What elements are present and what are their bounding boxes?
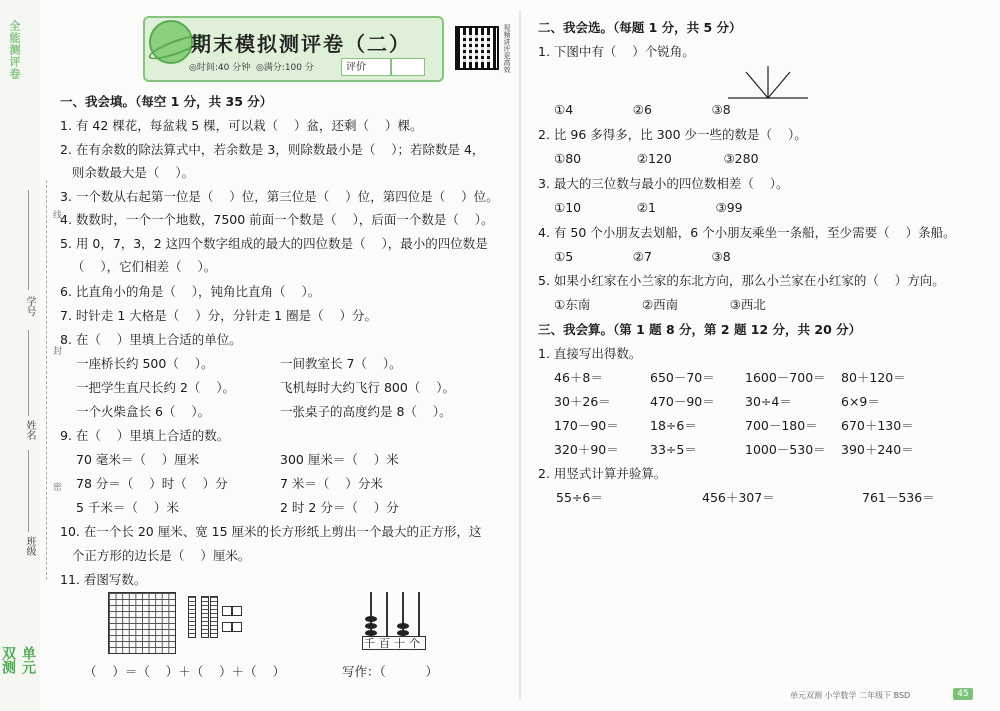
oral-calc-item[interactable]: 80＋120＝ [841,370,906,385]
question-6: 6. 比直角小的角是（ ），钝角比直角（ ）。 [60,284,321,299]
oral-calc-item[interactable]: 700－180＝ [745,418,818,433]
exam-title: 期末模拟测评卷（二） [191,32,411,56]
class-label: 班级 [24,536,35,556]
abacus-bead [365,623,377,629]
title-banner [143,16,444,82]
oral-calc-item[interactable]: 650－70＝ [650,370,715,385]
calc-2-heading: 2. 用竖式计算并验算。 [538,466,667,481]
q8-item-1: 一座桥长约 500（ ）。 [76,356,214,371]
oral-calc-item[interactable]: 30＋26＝ [554,394,611,409]
exam-time-score [189,60,314,73]
angle-figure [728,64,808,102]
oral-calc-item[interactable]: 6×9＝ [841,394,880,409]
exam-time: ◎时间:40 分钟 [189,63,251,73]
exam-score: ◎满分:100 分 [255,63,314,73]
unit-cube [232,622,242,632]
spine [0,0,40,711]
vertical-calc-2[interactable]: 456＋307＝ [702,490,775,505]
oral-calc-item[interactable]: 170－90＝ [554,418,619,433]
student-id-line[interactable] [28,190,29,290]
question-10b: 个正方形的边长是（ ）厘米。 [60,548,251,563]
page-divider [519,10,521,700]
q11-write: 写作：（ ） [342,664,438,679]
q8-item-3: 一把学生直尺长约 2（ ）。 [76,380,236,395]
question-1: 1. 有 42 棵花，每盆栽 5 棵，可以栽（ ）盆，还剩（ ）棵。 [60,118,423,133]
abacus-rod [418,592,420,636]
q9-item-3: 78 分＝（ ）时（ ）分 [76,476,228,491]
q9-item-2: 300 厘米＝（ ）米 [280,452,399,467]
footer-text: 单元双测 小学数学 二年级下 BSD [790,691,911,700]
ten-rod [201,596,209,638]
question-3: 3. 一个数从右起第一位是（ ）位，第三位是（ ）位，第四位是（ ）位。 [60,189,499,204]
section-3-heading: 三、我会算。（第 1 题 8 分，第 2 题 12 分，共 20 分） [538,322,862,337]
ten-rod [188,596,196,638]
question-5b: （ ），它们相差（ ）。 [60,259,217,274]
question-7: 7. 时针走 1 大格是（ ）分，分针走 1 圈是（ ）分。 [60,308,377,323]
oral-calc-item[interactable]: 1000－530＝ [745,442,826,457]
question-4: 4. 数数时，一个一个地数，7500 前面一个数是（ ），后面一个数是（ ）。 [60,212,494,227]
choice-4-options[interactable]: ①5 ②7 ③8 [554,249,731,264]
choice-3: 3. 最大的三位数与最小的四位数相差（ ）。 [538,176,789,191]
name-label: 姓名 [24,420,35,440]
question-11: 11. 看图写数。 [60,572,147,587]
oral-calc-item[interactable]: 1600－700＝ [745,370,826,385]
oral-calc-item[interactable]: 18÷6＝ [650,418,697,433]
unit-cube [222,606,232,616]
choice-2: 2. 比 96 多得多，比 300 少一些的数是（ ）。 [538,127,807,142]
oral-calc-item[interactable]: 470－90＝ [650,394,715,409]
name-line[interactable] [28,330,29,416]
section-2-heading: 二、我会选。（每题 1 分，共 5 分） [538,20,742,35]
q8-item-4: 飞机每时大约飞行 800（ ）。 [280,380,455,395]
q9-item-1: 70 毫米＝（ ）厘米 [76,452,200,467]
unit-cube [222,622,232,632]
ten-rod [210,596,218,638]
unit-cube [232,606,242,616]
abacus-bead [365,616,377,622]
choice-1: 1. 下图中有（ ）个锐角。 [538,44,695,59]
q8-item-2: 一间教室长 7（ ）。 [280,356,402,371]
vertical-calc-3[interactable]: 761－536＝ [862,490,935,505]
q11-equation: （ ）＝（ ）＋（ ）＋（ ） [84,664,286,679]
question-2b: 则余数最大是（ ）。 [60,165,195,180]
cut-line [46,180,47,580]
question-8: 8. 在（ ）里填上合适的单位。 [60,332,242,347]
qr-code-icon[interactable] [455,26,499,70]
cut-label-line: 线 [51,210,61,219]
hundred-block [108,592,176,654]
q9-item-6: 2 时 2 分＝（ ）分 [280,500,399,515]
question-5a: 5. 用 0，7，3，2 这四个数字组成的最大的四位数是（ ），最小的四位数是 [60,236,488,251]
question-2a: 2. 在有余数的除法算式中，若余数是 3，则除数最小是（ ）；若除数是 4， [60,142,485,157]
calc-1-heading: 1. 直接写出得数。 [538,346,642,361]
eval-box[interactable] [391,58,425,76]
oral-calc-item[interactable]: 390＋240＝ [841,442,914,457]
oral-calc-item[interactable]: 30÷4＝ [745,394,792,409]
qr-note: 视频讲评更高效 [503,24,511,73]
student-id-label: 学号 [24,296,35,316]
planet-icon [149,20,193,64]
choice-1-options[interactable]: ①4 ②6 ③8 [554,102,731,117]
question-9: 9. 在（ ）里填上合适的数。 [60,428,230,443]
eval-label: 评价 [341,58,391,76]
q8-item-6: 一张桌子的高度约是 8（ ）。 [280,404,452,419]
abacus-place-labels: 千百十个 [364,637,424,650]
abacus [362,592,426,654]
choice-5: 5. 如果小红家在小兰家的东北方向，那么小兰家在小红家的（ ）方向。 [538,273,945,288]
vertical-calc-1[interactable]: 55÷6＝ [556,490,603,505]
series-logo: 单元双测 [0,646,36,674]
oral-calc-item[interactable]: 46＋8＝ [554,370,603,385]
oral-calc-item[interactable]: 33÷5＝ [650,442,697,457]
cut-label-secure: 密 [51,482,61,491]
q8-item-5: 一个火柴盒长 6（ ）。 [76,404,211,419]
question-10a: 10. 在一个长 20 厘米、宽 15 厘米的长方形纸上剪出一个最大的正方形，这 [60,524,482,539]
spine-brand: 全能测评卷 [8,20,21,80]
abacus-bead [397,623,409,629]
oral-calc-item[interactable]: 320＋90＝ [554,442,619,457]
section-1-heading: 一、我会填。（每空 1 分，共 35 分） [60,94,273,109]
q9-item-5: 5 千米＝（ ）米 [76,500,179,515]
choice-5-options[interactable]: ①东南 ②西南 ③西北 [554,297,766,312]
class-line[interactable] [28,450,29,532]
cut-label-seal: 封 [51,346,61,355]
page-number: 45 [953,688,973,700]
choice-4: 4. 有 50 个小朋友去划船，6 个小朋友乘坐一条船，至少需要（ ）条船。 [538,225,956,240]
abacus-rod [386,592,388,636]
choice-3-options[interactable]: ①10 ②1 ③99 [554,200,743,215]
choice-2-options[interactable]: ①80 ②120 ③280 [554,151,759,166]
oral-calc-item[interactable]: 670＋130＝ [841,418,914,433]
q9-item-4: 7 米＝（ ）分米 [280,476,383,491]
